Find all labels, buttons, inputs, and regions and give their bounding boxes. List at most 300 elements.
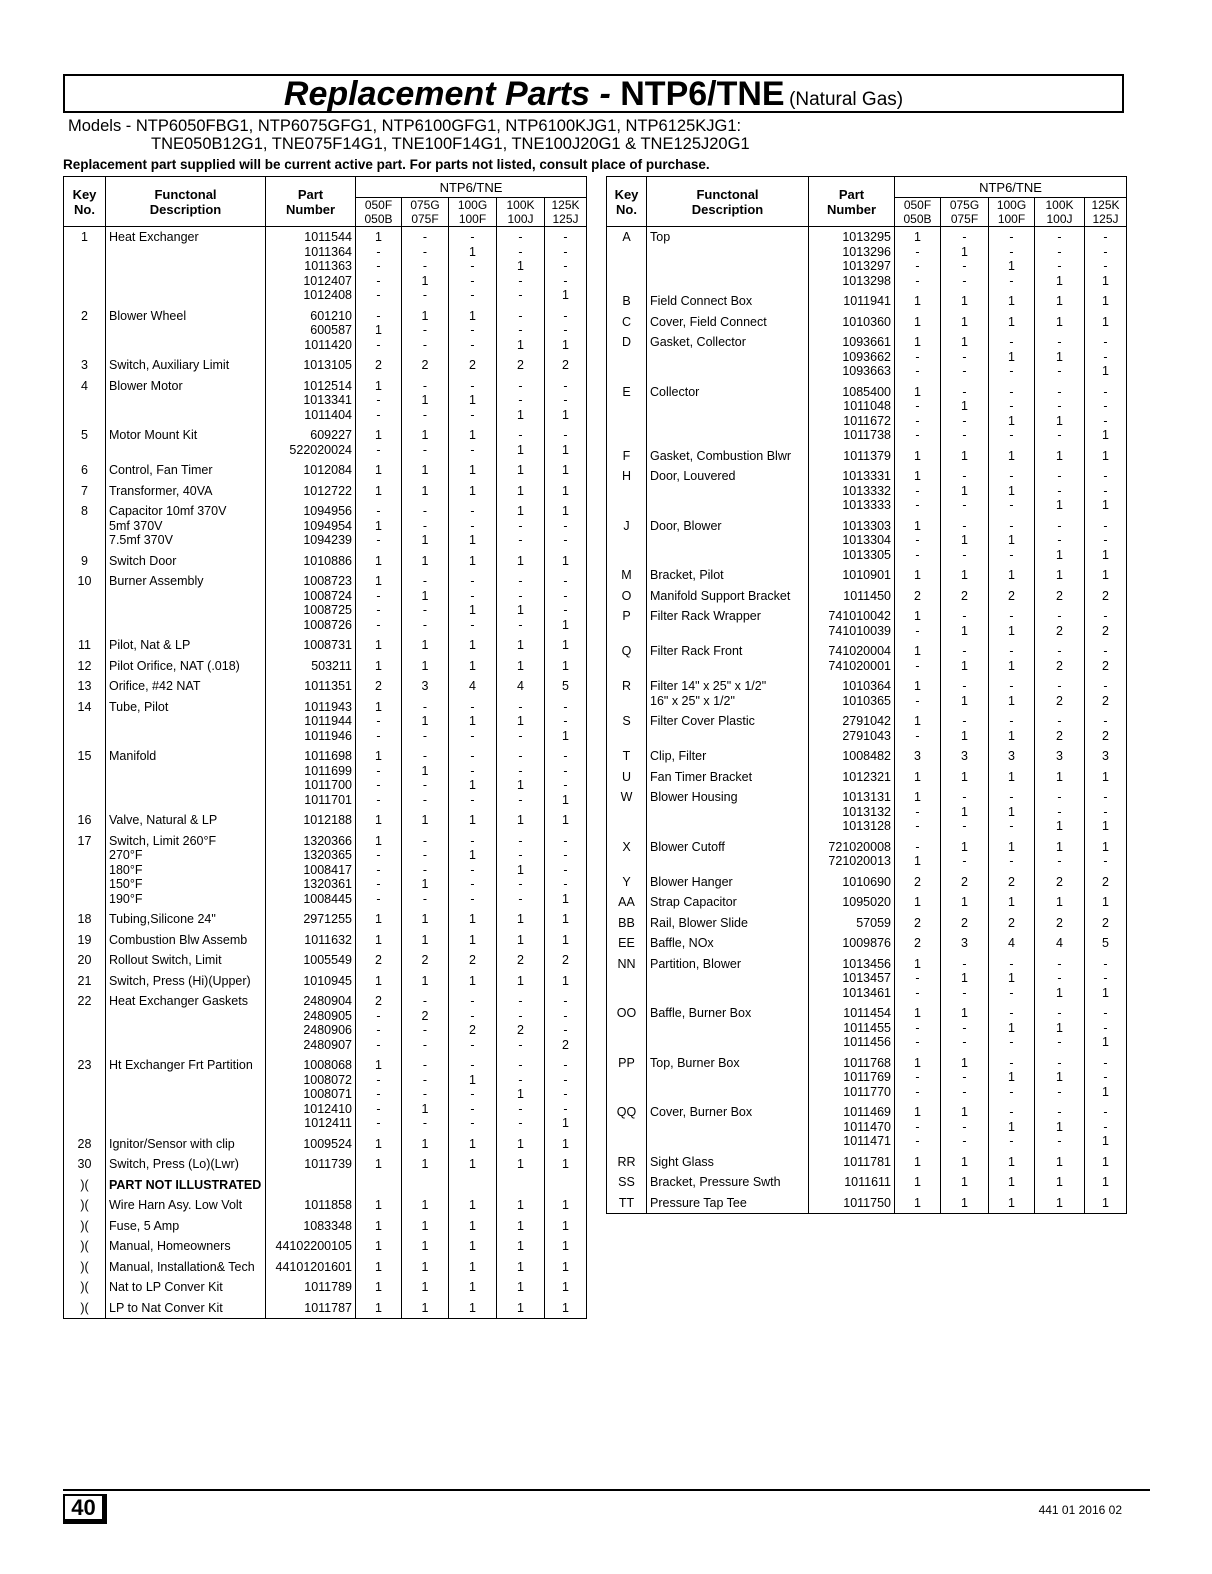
part-description: Combustion Blw Assemb — [106, 930, 266, 951]
title-main: Replacement Parts - — [283, 75, 621, 113]
key-number: SS — [607, 1172, 647, 1193]
model-quantity: 1 — [1085, 1172, 1127, 1193]
part-number: 1008482 — [809, 746, 895, 767]
part-number: 1009524 — [266, 1134, 356, 1155]
model-quantity: 2 — [356, 355, 402, 376]
model-quantity: 1 — [449, 481, 497, 502]
column-header-model: 100G 100F — [449, 198, 497, 227]
model-quantity: 2 - - - — [356, 991, 402, 1055]
part-number: 721020008 721020013 — [809, 837, 895, 872]
model-quantity: 1 — [1085, 1193, 1127, 1214]
model-quantity: - 2 — [1035, 606, 1085, 641]
model-quantity: - 1 - — [1035, 332, 1085, 382]
document-code: 441 01 2016 02 — [1038, 1503, 1122, 1517]
table-row — [64, 355, 587, 376]
model-quantity: 1 - — [1085, 837, 1127, 872]
model-quantity: - 1 - — [989, 1102, 1035, 1152]
part-description: Manifold — [106, 746, 266, 810]
model-quantity: 1 — [989, 1152, 1035, 1173]
part-number: 1011781 — [809, 1152, 895, 1173]
model-quantity: - 1 - — [1035, 1053, 1085, 1103]
model-quantity: 1 — [545, 1216, 587, 1237]
table-row — [607, 641, 1127, 676]
table-row — [607, 565, 1127, 586]
table-row — [64, 697, 587, 747]
part-number: 609227 522020024 — [266, 425, 356, 460]
model-quantity: - - - - 1 — [545, 1055, 587, 1134]
part-description: Bracket, Pressure Swth — [647, 1172, 809, 1193]
part-description: Manifold Support Bracket — [647, 586, 809, 607]
model-quantity: 2 — [402, 355, 449, 376]
model-quantity: 3 — [1085, 746, 1127, 767]
table-row — [64, 306, 587, 356]
model-quantity: 1 - - — [497, 501, 545, 551]
model-quantity: - - 1 — [1085, 954, 1127, 1004]
part-number: 1008723 1008724 1008725 1008726 — [266, 571, 356, 635]
model-quantity: 4 — [1035, 933, 1085, 954]
model-quantity: 1 - - — [356, 376, 402, 426]
model-quantity: 2 — [449, 355, 497, 376]
model-quantity: 1 — [449, 1154, 497, 1175]
model-quantity: - 1 - — [449, 697, 497, 747]
part-description: Top, Burner Box — [647, 1053, 809, 1103]
part-description: Blower Hanger — [647, 872, 809, 893]
part-number: 1011454 1011455 1011456 — [809, 1003, 895, 1053]
key-number: 17 — [64, 831, 106, 910]
column-header-model: 100K 100J — [1035, 198, 1085, 227]
model-quantity: 1 - - — [545, 501, 587, 551]
model-quantity: 2 — [449, 950, 497, 971]
replacement-note: Replacement part supplied will be current active part. For parts not listed, consult place of purchase. — [63, 157, 710, 172]
part-number: 1012321 — [809, 767, 895, 788]
model-quantity: - - 1 — [1085, 787, 1127, 837]
model-quantity: 1 — [545, 460, 587, 481]
key-number: 9 — [64, 551, 106, 572]
part-number: 1093661 1093662 1093663 — [809, 332, 895, 382]
table-row — [64, 1298, 587, 1319]
model-quantity: - 2 — [1085, 711, 1127, 746]
model-quantity: 1 - - — [895, 954, 941, 1004]
table-row — [64, 425, 587, 460]
part-number: 741010042 741010039 — [809, 606, 895, 641]
key-number: X — [607, 837, 647, 872]
model-quantity: 1 — [402, 551, 449, 572]
model-quantity: 1 — [356, 656, 402, 677]
model-quantity: 1 — [356, 1257, 402, 1278]
model-quantity: 1 - - — [402, 306, 449, 356]
model-quantity: - - 1 — [497, 376, 545, 426]
part-number: 503211 — [266, 656, 356, 677]
model-quantity: - - - 1 - — [402, 1055, 449, 1134]
model-quantity: 1 - — [895, 641, 941, 676]
model-quantity: 1 — [449, 1134, 497, 1155]
table-row — [64, 460, 587, 481]
model-quantity: 4 — [449, 676, 497, 697]
part-description: Ignitor/Sensor with clip — [106, 1134, 266, 1155]
model-quantity: - 2 — [1035, 676, 1085, 711]
part-description: Ht Exchanger Frt Partition — [106, 1055, 266, 1134]
model-quantity: 1 — [497, 656, 545, 677]
part-number: 741020004 741020001 — [809, 641, 895, 676]
model-quantity: 1 — [941, 446, 989, 467]
part-number: 1010690 — [809, 872, 895, 893]
model-quantity: 1 — [941, 1152, 989, 1173]
model-quantity: 1 — [402, 1216, 449, 1237]
part-number: 1095020 — [809, 892, 895, 913]
model-quantity: 1 — [356, 1298, 402, 1319]
model-quantity: 3 — [402, 676, 449, 697]
model-quantity: 1 - - — [895, 1053, 941, 1103]
model-quantity: 2 — [1085, 913, 1127, 934]
table-row — [607, 746, 1127, 767]
key-number: )( — [64, 1216, 106, 1237]
model-quantity: 1 — [497, 1298, 545, 1319]
model-quantity: 1 — [402, 1134, 449, 1155]
model-quantity: 1 — [941, 291, 989, 312]
model-quantity: 1 — [497, 1195, 545, 1216]
column-header-model: 100G 100F — [989, 198, 1035, 227]
model-quantity: 2 — [989, 913, 1035, 934]
model-quantity: 1 — [1035, 312, 1085, 333]
table-row — [64, 991, 587, 1055]
model-quantity: - - - 1 - — [402, 227, 449, 306]
model-quantity: - 1 — [895, 837, 941, 872]
model-quantity: 1 — [449, 1277, 497, 1298]
model-quantity: - - - 1 — [545, 571, 587, 635]
model-quantity: 1 — [356, 481, 402, 502]
model-quantity: - 1 - — [989, 787, 1035, 837]
model-quantity — [402, 1175, 449, 1196]
model-quantity: 1 — [449, 810, 497, 831]
key-number: 20 — [64, 950, 106, 971]
part-number: 57059 — [809, 913, 895, 934]
model-quantity: - 1 - - - — [449, 227, 497, 306]
model-quantity: 2 — [941, 872, 989, 893]
model-quantity: 1 — [497, 971, 545, 992]
part-description: Nat to LP Conver Kit — [106, 1277, 266, 1298]
key-number: U — [607, 767, 647, 788]
part-number: 1010364 1010365 — [809, 676, 895, 711]
key-number: 18 — [64, 909, 106, 930]
model-quantity: - - 1 — [1035, 954, 1085, 1004]
model-quantity: 1 — [449, 1257, 497, 1278]
model-quantity: - 1 - — [941, 954, 989, 1004]
column-header-model: 075G 075F — [941, 198, 989, 227]
model-quantity: 1 — [941, 767, 989, 788]
key-number: H — [607, 466, 647, 516]
model-quantity — [545, 1175, 587, 1196]
part-description: Fan Timer Bracket — [647, 767, 809, 788]
table-row — [607, 382, 1127, 446]
part-number: 1012514 1013341 1011404 — [266, 376, 356, 426]
model-quantity: 3 — [1035, 746, 1085, 767]
model-quantity: 1 — [1035, 1152, 1085, 1173]
key-number: )( — [64, 1195, 106, 1216]
model-quantity: 1 - - - — [895, 227, 941, 292]
model-quantity: 1 — [545, 481, 587, 502]
model-quantity: - 1 — [941, 641, 989, 676]
model-quantity: 1 — [1035, 767, 1085, 788]
model-quantity: - 1 - — [402, 697, 449, 747]
part-description: Baffle, Burner Box — [647, 1003, 809, 1053]
model-quantity: 5 — [545, 676, 587, 697]
model-quantity: - 1 - - — [941, 227, 989, 292]
page-number: 40 — [63, 1494, 107, 1524]
part-number: 1011789 — [266, 1277, 356, 1298]
part-number: 1010886 — [266, 551, 356, 572]
model-quantity: 1 — [545, 635, 587, 656]
model-quantity: 2 — [895, 913, 941, 934]
model-quantity: 1 — [449, 1298, 497, 1319]
key-number: 3 — [64, 355, 106, 376]
table-row — [607, 872, 1127, 893]
model-quantity: - - 1 — [449, 501, 497, 551]
model-quantity: 1 — [449, 551, 497, 572]
key-number: A — [607, 227, 647, 292]
model-quantity: - 1 - — [989, 1003, 1035, 1053]
model-quantity: 1 — [402, 909, 449, 930]
model-quantity: 1 — [545, 1298, 587, 1319]
column-header-model: 100K 100J — [497, 198, 545, 227]
model-quantity: 1 — [356, 1216, 402, 1237]
part-description: Valve, Natural & LP — [106, 810, 266, 831]
part-number: 1012188 — [266, 810, 356, 831]
model-quantity: 1 — [941, 565, 989, 586]
part-description: Clip, Filter — [647, 746, 809, 767]
table-row — [607, 466, 1127, 516]
model-quantity: - - - 2 — [545, 991, 587, 1055]
key-number: BB — [607, 913, 647, 934]
model-quantity: 1 — [545, 909, 587, 930]
model-quantity: 1 — [989, 446, 1035, 467]
key-number: 23 — [64, 1055, 106, 1134]
model-quantity: 1 — [1085, 1152, 1127, 1173]
model-quantity: - - - 1 — [545, 746, 587, 810]
key-number: )( — [64, 1257, 106, 1278]
model-quantity: - 1 - — [941, 466, 989, 516]
key-number: 28 — [64, 1134, 106, 1155]
key-number: 15 — [64, 746, 106, 810]
model-quantity: 1 — [545, 1134, 587, 1155]
column-header-model-group: NTP6/TNE — [895, 177, 1127, 198]
model-quantity: - 2 — [1085, 606, 1127, 641]
part-description: Manual, Homeowners — [106, 1236, 266, 1257]
model-quantity: 1 - — [895, 606, 941, 641]
part-number: 1008731 — [266, 635, 356, 656]
model-quantity: 2 — [1085, 872, 1127, 893]
part-description: Top — [647, 227, 809, 292]
column-header-description: Functonal Description — [647, 177, 809, 227]
model-quantity: 1 — [545, 1236, 587, 1257]
title-subtitle: (Natural Gas) — [789, 89, 904, 110]
model-quantity: - - 1 — [1085, 1102, 1127, 1152]
model-quantity: - - 2 - — [449, 991, 497, 1055]
model-quantity: - 1 — [497, 425, 545, 460]
model-quantity: 3 — [895, 746, 941, 767]
model-quantity: - - 1 - — [497, 746, 545, 810]
model-quantity: 1 — [1085, 312, 1127, 333]
model-quantity: 2 — [497, 355, 545, 376]
model-quantity: 1 — [356, 460, 402, 481]
title-model: NTP6/TNE — [620, 75, 785, 113]
key-number: 19 — [64, 930, 106, 951]
model-quantity: - - - - 1 — [545, 227, 587, 306]
table-row — [607, 933, 1127, 954]
key-number: J — [607, 516, 647, 566]
model-quantity: - - - 1 — [1035, 227, 1085, 292]
key-number: 16 — [64, 810, 106, 831]
model-quantity: 5 — [1085, 933, 1127, 954]
key-number: AA — [607, 892, 647, 913]
column-header-model-group: NTP6/TNE — [356, 177, 587, 198]
part-number: 1011943 1011944 1011946 — [266, 697, 356, 747]
model-quantity: 1 — [497, 1134, 545, 1155]
table-row — [607, 787, 1127, 837]
key-number: )( — [64, 1236, 106, 1257]
model-quantity: 2 — [989, 586, 1035, 607]
part-number — [266, 1175, 356, 1196]
part-description: Rail, Blower Slide — [647, 913, 809, 934]
model-quantity: 4 — [497, 676, 545, 697]
model-quantity: 1 - - - - — [356, 227, 402, 306]
model-quantity: 1 — [497, 1277, 545, 1298]
model-quantity: 1 — [1085, 892, 1127, 913]
model-quantity: 1 - - - — [356, 571, 402, 635]
model-quantity: 3 — [989, 746, 1035, 767]
part-number: 1012084 — [266, 460, 356, 481]
model-quantity: 1 — [1035, 1193, 1085, 1214]
table-row — [64, 950, 587, 971]
model-quantity: 2 — [895, 933, 941, 954]
part-number: 1011611 — [809, 1172, 895, 1193]
model-quantity: 1 - - — [941, 332, 989, 382]
model-quantity: 1 — [989, 565, 1035, 586]
table-row — [64, 501, 587, 551]
model-quantity: 1 — [545, 930, 587, 951]
key-number: F — [607, 446, 647, 467]
part-description: Tubing,Silicone 24" — [106, 909, 266, 930]
model-quantity: - 1 - — [989, 954, 1035, 1004]
model-quantity: 1 - - — [895, 466, 941, 516]
model-quantity: 1 — [1035, 1172, 1085, 1193]
model-quantity: 1 — [497, 481, 545, 502]
model-quantity: 1 — [545, 810, 587, 831]
model-quantity: 1 — [545, 1154, 587, 1175]
part-number: 1011351 — [266, 676, 356, 697]
model-quantity: 1 — [356, 1277, 402, 1298]
model-quantity: 1 - - - - — [356, 831, 402, 910]
model-quantity: 1 — [545, 656, 587, 677]
model-quantity: 1 — [1085, 767, 1127, 788]
model-quantity: 1 — [989, 1193, 1035, 1214]
model-quantity: 1 - — [449, 425, 497, 460]
part-description: Partition, Blower — [647, 954, 809, 1004]
part-number: 1012722 — [266, 481, 356, 502]
model-quantity: 1 — [1035, 446, 1085, 467]
part-description: Filter Rack Wrapper — [647, 606, 809, 641]
key-number: )( — [64, 1277, 106, 1298]
model-quantity: - - 1 - - — [497, 227, 545, 306]
part-description: Orifice, #42 NAT — [106, 676, 266, 697]
model-quantity: 1 — [989, 291, 1035, 312]
model-quantity: - 1 — [989, 641, 1035, 676]
model-quantity: 2 — [356, 950, 402, 971]
part-description: Baffle, NOx — [647, 933, 809, 954]
model-quantity: - 2 — [1035, 711, 1085, 746]
table-row — [64, 1277, 587, 1298]
model-quantity: 2 — [402, 950, 449, 971]
model-quantity: 1 — [402, 481, 449, 502]
model-quantity: 1 — [1035, 565, 1085, 586]
model-quantity: 1 — [497, 1236, 545, 1257]
key-number: 1 — [64, 227, 106, 306]
model-quantity: - 1 — [941, 676, 989, 711]
model-quantity: 2 — [1035, 872, 1085, 893]
part-description: Sight Glass — [647, 1152, 809, 1173]
model-quantity: 1 — [941, 1172, 989, 1193]
model-quantity: 1 — [497, 930, 545, 951]
model-quantity: 1 - - - — [895, 382, 941, 446]
parts-table-right — [606, 176, 1127, 1214]
key-number: Q — [607, 641, 647, 676]
column-header-model: 125K 125J — [1085, 198, 1127, 227]
part-number: 1013295 1013296 1013297 1013298 — [809, 227, 895, 292]
table-row — [607, 1053, 1127, 1103]
table-row — [64, 571, 587, 635]
model-quantity: 1 — [497, 1257, 545, 1278]
part-description: Blower Housing — [647, 787, 809, 837]
part-number: 1011698 1011699 1011700 1011701 — [266, 746, 356, 810]
model-quantity: - - 2 - — [497, 991, 545, 1055]
model-quantity: 1 — [497, 551, 545, 572]
model-quantity: 1 — [356, 1195, 402, 1216]
table-row — [607, 767, 1127, 788]
part-number: 1013105 — [266, 355, 356, 376]
model-quantity: 2 — [941, 586, 989, 607]
model-quantity: 2 — [545, 355, 587, 376]
part-number: 1010360 — [809, 312, 895, 333]
model-quantity: - - 1 — [1085, 466, 1127, 516]
model-quantity: 1 — [356, 1134, 402, 1155]
table-row — [64, 1216, 587, 1237]
model-quantity: 1 — [895, 1152, 941, 1173]
part-description: Burner Assembly — [106, 571, 266, 635]
model-quantity: 2 — [1085, 586, 1127, 607]
part-number: 1011750 — [809, 1193, 895, 1214]
table-row — [64, 930, 587, 951]
part-description: Motor Mount Kit — [106, 425, 266, 460]
part-number: 1011632 — [266, 930, 356, 951]
model-quantity: 1 — [497, 909, 545, 930]
model-quantity: 1 — [402, 930, 449, 951]
part-description: Wire Harn Asy. Low Volt — [106, 1195, 266, 1216]
model-quantity: - 1 - — [449, 376, 497, 426]
part-description: Gasket, Collector — [647, 332, 809, 382]
part-number: 1011469 1011470 1011471 — [809, 1102, 895, 1152]
part-description: Filter 14" x 25" x 1/2" 16" x 25" x 1/2" — [647, 676, 809, 711]
key-number: )( — [64, 1175, 106, 1196]
model-quantity: 1 — [545, 1195, 587, 1216]
key-number: TT — [607, 1193, 647, 1214]
key-number: P — [607, 606, 647, 641]
column-header-key: Key No. — [607, 177, 647, 227]
model-quantity: 1 — [545, 551, 587, 572]
model-quantity: - - 1 — [1085, 516, 1127, 566]
model-quantity: - 1 - — [497, 697, 545, 747]
part-number: 44102200105 — [266, 1236, 356, 1257]
model-quantity: 1 - — [989, 837, 1035, 872]
model-quantity: 1 - - — [895, 516, 941, 566]
